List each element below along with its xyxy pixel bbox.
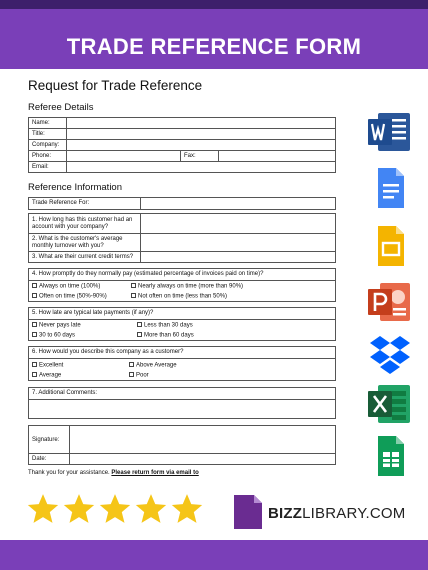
input-trade-reference-for[interactable]: [141, 198, 336, 210]
comments-input[interactable]: [29, 399, 335, 419]
label-email: Email:: [29, 162, 67, 173]
q2-row: [29, 234, 336, 252]
q5-label: 5. How late are typical late payments (if any)?: [32, 310, 154, 316]
footer-note: [28, 470, 199, 476]
checkbox[interactable]: [131, 283, 136, 288]
referee-row-phone: [29, 151, 336, 162]
star-icon: [26, 492, 60, 526]
checkbox[interactable]: [32, 293, 37, 298]
input-phone[interactable]: [67, 151, 181, 162]
date-input[interactable]: [70, 454, 336, 465]
q4-option-nearly-always[interactable]: Nearly always on time (more than 90%): [131, 283, 243, 291]
label-phone: Phone:: [29, 151, 67, 162]
checkbox[interactable]: [32, 332, 37, 337]
form-title: Request for Trade Reference: [28, 78, 203, 93]
q4-option-not-often[interactable]: Not often on time (less than 50%): [131, 293, 227, 301]
q6-option-poor[interactable]: Poor: [129, 372, 149, 380]
q4-option-always[interactable]: Always on time (100%): [32, 283, 100, 291]
star-icon: [134, 492, 168, 526]
referee-row-name: [29, 118, 336, 129]
q5-option-more-60[interactable]: More than 60 days: [137, 332, 194, 340]
q6-label: 6. How would you describe this company as a customer?: [32, 349, 184, 355]
google-docs-icon[interactable]: [364, 166, 416, 210]
signature-label: Signature:: [32, 437, 60, 443]
label-trade-reference-for: Trade Reference For:: [29, 198, 141, 210]
q3-input[interactable]: [141, 252, 336, 263]
q6-option-above-average[interactable]: Above Average: [129, 362, 177, 370]
q7-box: [28, 387, 336, 419]
q4-option-often[interactable]: Often on time (50%-90%): [32, 293, 107, 301]
referee-row-company: [29, 140, 336, 151]
q3-label: 3. What are their current credit terms?: [29, 252, 141, 263]
star-icon: [170, 492, 204, 526]
q5-option-never[interactable]: Never pays late: [32, 322, 81, 330]
q5-option-30-60[interactable]: 30 to 60 days: [32, 332, 75, 340]
checkbox[interactable]: [129, 372, 134, 377]
return-form-link[interactable]: Please return form via email to: [111, 470, 199, 476]
q3-row: [29, 252, 336, 263]
q2-input[interactable]: [141, 234, 336, 252]
q5-option-less-30[interactable]: Less than 30 days: [137, 322, 193, 330]
bizzlibrary-logo-icon: [234, 495, 262, 529]
checkbox[interactable]: [32, 362, 37, 367]
label-company: Company:: [29, 140, 67, 151]
word-icon[interactable]: [364, 110, 416, 154]
trade-ref-row: [29, 198, 336, 210]
signature-box: [28, 425, 336, 465]
referee-section-heading: Referee Details: [28, 102, 94, 113]
referee-row-email: [29, 162, 336, 173]
label-name: Name:: [29, 118, 67, 129]
star-icon: [98, 492, 132, 526]
q4-box: [28, 268, 336, 302]
date-label: Date:: [32, 456, 47, 462]
label-fax: Fax:: [181, 151, 219, 162]
input-company[interactable]: [67, 140, 336, 151]
q7-label: 7. Additional Comments:: [32, 390, 98, 396]
brand-name: BIZZLIBRARY.COM: [268, 505, 406, 522]
top-band: [0, 0, 428, 9]
checkbox[interactable]: [129, 362, 134, 367]
q6-option-average[interactable]: Average: [32, 372, 61, 380]
q1-row: [29, 214, 336, 234]
referee-table: [28, 117, 336, 173]
q6-option-excellent[interactable]: Excellent: [32, 362, 63, 370]
signature-input[interactable]: [70, 426, 336, 453]
q6-box: [28, 346, 336, 381]
questions-table: [28, 213, 336, 263]
checkbox[interactable]: [131, 293, 136, 298]
trade-reference-table: [28, 197, 336, 210]
input-fax[interactable]: [219, 151, 336, 162]
input-title[interactable]: [67, 129, 336, 140]
google-sheets-icon[interactable]: [364, 434, 416, 478]
powerpoint-icon[interactable]: [364, 280, 416, 324]
referee-row-title: [29, 129, 336, 140]
excel-icon[interactable]: [364, 382, 416, 426]
page-title: TRADE REFERENCE FORM: [66, 34, 362, 59]
checkbox[interactable]: [137, 322, 142, 327]
q2-label: 2. What is the customer's average monthly turnover with you?: [29, 234, 141, 252]
q5-box: [28, 307, 336, 341]
bottom-band: [0, 540, 428, 570]
input-email[interactable]: [67, 162, 336, 173]
checkbox[interactable]: [32, 372, 37, 377]
q4-label: 4. How promptly do they normally pay (estimated percentage of invoices paid on time)?: [32, 271, 264, 277]
checkbox[interactable]: [32, 322, 37, 327]
label-title: Title:: [29, 129, 67, 140]
reference-section-heading: Reference Information: [28, 182, 122, 193]
google-slides-icon[interactable]: [364, 224, 416, 268]
q1-label: 1. How long has this customer had an account with your company?: [29, 214, 141, 234]
q1-input[interactable]: [141, 214, 336, 234]
dropbox-icon[interactable]: [364, 332, 416, 376]
thanks-text: Thank you for your assistance.: [28, 470, 110, 476]
checkbox[interactable]: [32, 283, 37, 288]
star-icon: [62, 492, 96, 526]
checkbox[interactable]: [137, 332, 142, 337]
input-name[interactable]: [67, 118, 336, 129]
